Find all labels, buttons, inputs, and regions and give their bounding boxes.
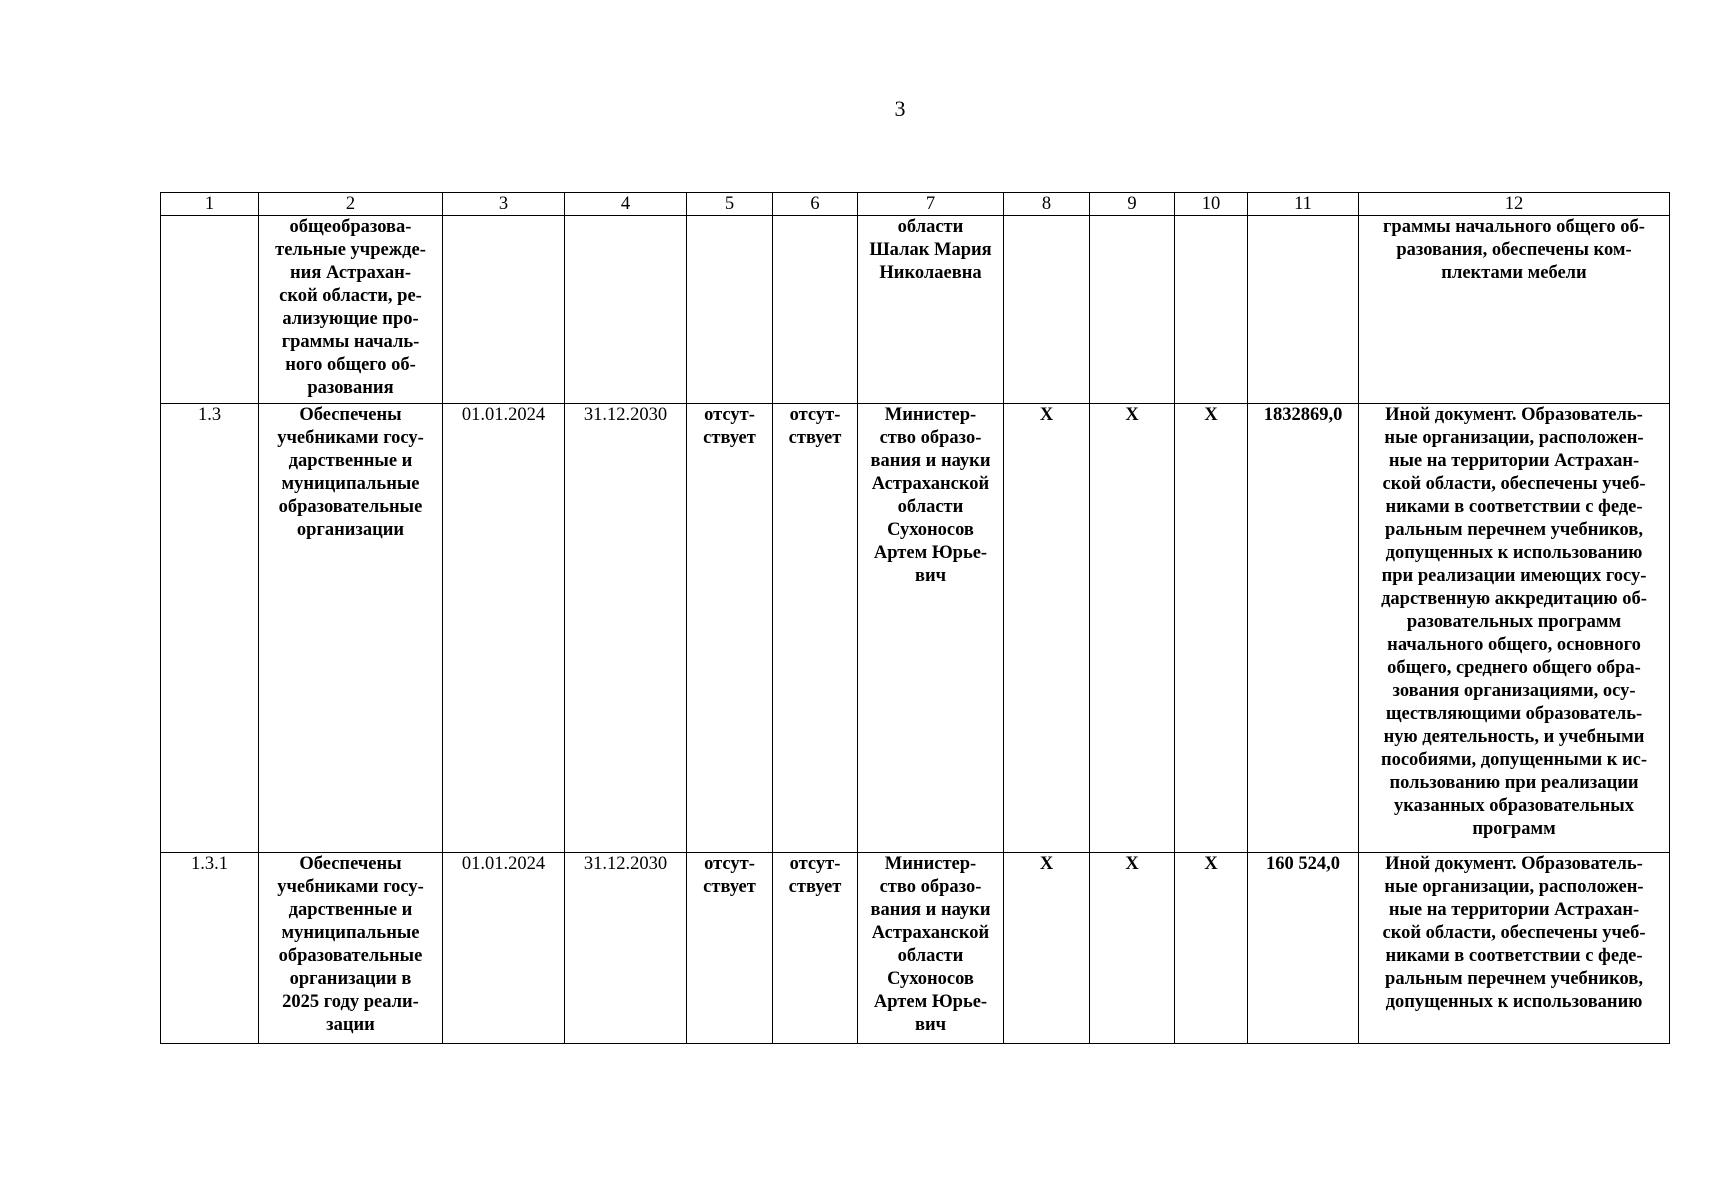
cell-name: Обеспечены учебниками госу- дарственные и муниципальные образовательные организации в 2025 году реали- зации — [259, 853, 443, 1044]
column-header: 4 — [565, 193, 687, 216]
cell-col-9 — [1090, 216, 1175, 404]
cell-result-description: граммы начального общего об- разования, обеспечены ком- плектами мебели — [1359, 216, 1670, 404]
plan-table — [160, 192, 1670, 1044]
column-header: 12 — [1359, 193, 1670, 216]
cell-col-8: X — [1004, 404, 1090, 853]
cell-col-6: отсут- ствует — [773, 404, 858, 853]
cell-end-date: 31.12.2030 — [565, 404, 687, 853]
column-header: 10 — [1175, 193, 1248, 216]
cell-col-6: отсут- ствует — [773, 853, 858, 1044]
page-number: 3 — [894, 96, 906, 121]
column-number-row — [161, 193, 1670, 216]
cell-end-date: 31.12.2030 — [565, 853, 687, 1044]
cell-result-description: Иной документ. Образователь- ные организации, расположен- ные на территории Астрахан- ской области, обеспечены учеб- никами в соответствии с феде- ральным перечнем учебников, допущенных к использованию — [1359, 853, 1670, 1044]
cell-amount — [1248, 216, 1359, 404]
cell-name: общеобразова- тельные учрежде- ния Астрахан- ской области, ре- ализующие про- граммы началь- ного общего об- разования — [259, 216, 443, 404]
cell-result-description: Иной документ. Образователь- ные организации, расположен- ные на территории Астрахан- ской области, обеспечены учеб- никами в соответствии с феде- ральным перечнем учебников, допущенных к использованию при реализации имеющих госу- дарственную аккредитацию об- разовательных программ начального общего, основного общего, среднего общего обра- зования организациями, осу- ществляющими образователь- ную деятельность, и учебными пособиями, допущенными к ис- пользованию при реализации указанных образовательных программ — [1359, 404, 1670, 853]
cell-col-8: X — [1004, 853, 1090, 1044]
column-header: 8 — [1004, 193, 1090, 216]
cell-col-10 — [1175, 216, 1248, 404]
cell-responsible: Министер- ство образо- вания и науки Астраханской области Сухоносов Артем Юрье- вич — [858, 404, 1004, 853]
cell-item-number: 1.3.1 — [161, 853, 259, 1044]
cell-amount: 160 524,0 — [1248, 853, 1359, 1044]
cell-col-10: X — [1175, 404, 1248, 853]
table-row-1-3-1 — [161, 853, 1670, 1044]
cell-item-number: 1.3 — [161, 404, 259, 853]
cell-end-date — [565, 216, 687, 404]
cell-col-9: X — [1090, 404, 1175, 853]
cell-col-10: X — [1175, 853, 1248, 1044]
column-header: 9 — [1090, 193, 1175, 216]
column-header: 7 — [858, 193, 1004, 216]
cell-amount: 1832869,0 — [1248, 404, 1359, 853]
cell-start-date: 01.01.2024 — [443, 404, 565, 853]
column-header: 6 — [773, 193, 858, 216]
cell-col-9: X — [1090, 853, 1175, 1044]
cell-col-6 — [773, 216, 858, 404]
cell-responsible: области Шалак Мария Николаевна — [858, 216, 1004, 404]
table-row-continued — [161, 216, 1670, 404]
column-header: 2 — [259, 193, 443, 216]
column-header: 5 — [687, 193, 773, 216]
cell-col-8 — [1004, 216, 1090, 404]
table-row-1-3 — [161, 404, 1670, 853]
column-header: 1 — [161, 193, 259, 216]
cell-col-5 — [687, 216, 773, 404]
cell-name: Обеспечены учебниками госу- дарственные и муниципальные образовательные организации — [259, 404, 443, 853]
cell-col-5: отсут- ствует — [687, 404, 773, 853]
column-header: 3 — [443, 193, 565, 216]
cell-responsible: Министер- ство образо- вания и науки Астраханской области Сухоносов Артем Юрье- вич — [858, 853, 1004, 1044]
cell-item-number — [161, 216, 259, 404]
column-header: 11 — [1248, 193, 1359, 216]
cell-col-5: отсут- ствует — [687, 853, 773, 1044]
cell-start-date: 01.01.2024 — [443, 853, 565, 1044]
cell-start-date — [443, 216, 565, 404]
